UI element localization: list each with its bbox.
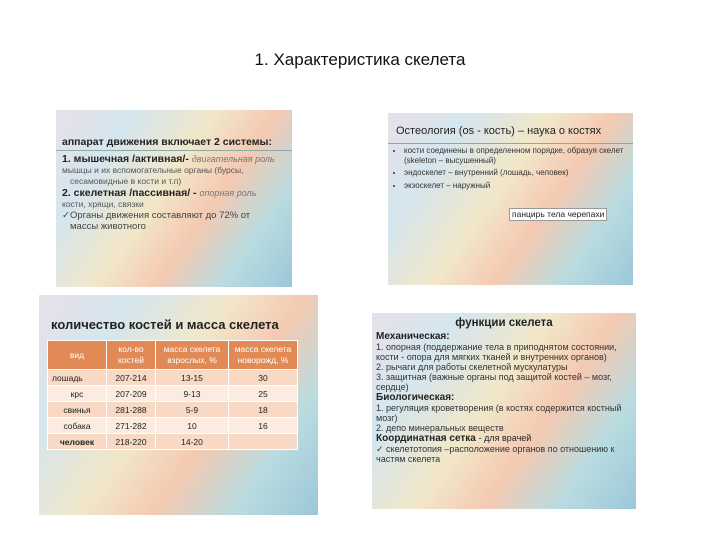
table-cell: 271-282	[107, 418, 156, 434]
biological-title: Биологическая:	[376, 392, 455, 403]
biological-item: 2. депо минеральных веществ	[376, 423, 504, 433]
column-header: масса скелета взрослых, %	[156, 341, 229, 370]
mechanical-item: 3. защитная (важные органы под защитой костей – мозг, сердце)	[376, 372, 612, 392]
table-cell: 30	[229, 370, 298, 386]
table-cell: 14-20	[156, 434, 229, 450]
coordinate-title: Координатная сетка	[376, 433, 476, 444]
page-title: 1. Характеристика скелета	[254, 50, 466, 69]
slide-bone-count	[39, 295, 318, 515]
panel2-heading: Остеология (os - кость) – наука о костях	[396, 125, 602, 137]
skeletal-sub: кости, хрящи, связки	[62, 199, 144, 209]
table-cell: 207-214	[107, 370, 156, 386]
table-row	[48, 386, 298, 402]
table-cell: 10	[156, 418, 229, 434]
panel3-heading: количество костей и масса скелета	[51, 317, 279, 332]
muscular-sub: мышцы и их вспомогательные органы (бурсы,	[62, 165, 244, 175]
table-row	[48, 434, 298, 450]
mechanical-title: Механическая:	[376, 331, 450, 342]
skeletal-system-label: 2. скелетная /пассивная/ -	[62, 187, 197, 199]
table-cell: 16	[229, 418, 298, 434]
table-cell: 18	[229, 402, 298, 418]
panel4-heading: функции скелета	[455, 317, 553, 329]
column-header: масса скелета новорожд, %	[229, 341, 298, 370]
table-cell: свинья	[48, 402, 107, 418]
biological-item: 1. регуляция кроветворения (в костях содержится костный мозг)	[376, 403, 622, 423]
mechanical-item: 1. опорная (поддержание тела в приподнятом состоянии, кости - опора для мягких тканей и внутренних органов)	[376, 342, 617, 362]
table-row	[48, 370, 298, 386]
muscular-system-label: 1. мышечная /активная/-	[62, 153, 189, 165]
divider	[388, 143, 633, 144]
muscular-role: двигательная роль	[191, 154, 275, 164]
osteology-list	[388, 146, 633, 190]
divider	[56, 150, 292, 151]
table-cell: 25	[229, 386, 298, 402]
table-cell: лошадь	[48, 370, 107, 386]
table-cell: собака	[48, 418, 107, 434]
skeletal-role: опорная роль	[199, 188, 257, 198]
table-row	[48, 418, 298, 434]
slide-osteology	[388, 113, 633, 285]
coordinate-suffix: - для врачей	[478, 433, 532, 443]
coordinate-item: ✓ скелетотопия –расположение органов по отношению к частям скелета	[376, 444, 615, 464]
turtle-shell-label: панцирь тела черепахи	[509, 208, 607, 221]
coordinate-line	[376, 433, 636, 444]
mass-note-cont: массы животного	[70, 221, 146, 232]
slide-skeleton-functions	[372, 313, 636, 509]
table-cell: 5-9	[156, 402, 229, 418]
list-item: • эндоскелет – внутренний (лошадь, человек)	[404, 168, 633, 178]
slide-movement-apparatus	[56, 110, 292, 287]
table-cell: 207-209	[107, 386, 156, 402]
list-item: • кости соединены в определенном порядке, образуя скелет (skeleton – высушенный)	[404, 146, 633, 165]
table-cell	[229, 434, 298, 450]
skeletal-system-line	[62, 187, 292, 199]
bone-table	[47, 340, 298, 450]
table-cell: 281-288	[107, 402, 156, 418]
table-row	[48, 402, 298, 418]
column-header: кол-во костей	[107, 341, 156, 370]
table-cell: человек	[48, 434, 107, 450]
column-header: вид	[48, 341, 107, 370]
muscular-system-line	[62, 153, 292, 165]
mass-note: ✓Органы движения составляют до 72% от	[62, 210, 251, 221]
panel1-heading: аппарат движения включает 2 системы:	[62, 136, 272, 148]
table-cell: 9-13	[156, 386, 229, 402]
table-header-row	[48, 341, 298, 370]
table-cell: крс	[48, 386, 107, 402]
table-cell: 13-15	[156, 370, 229, 386]
muscular-sub2: сесамовидные в кости и т.п)	[70, 176, 182, 186]
table-cell: 218-220	[107, 434, 156, 450]
mechanical-item: 2. рычаги для работы скелетной мускулатуры	[376, 362, 568, 372]
list-item: • экзоскелет – наружный	[404, 181, 633, 191]
